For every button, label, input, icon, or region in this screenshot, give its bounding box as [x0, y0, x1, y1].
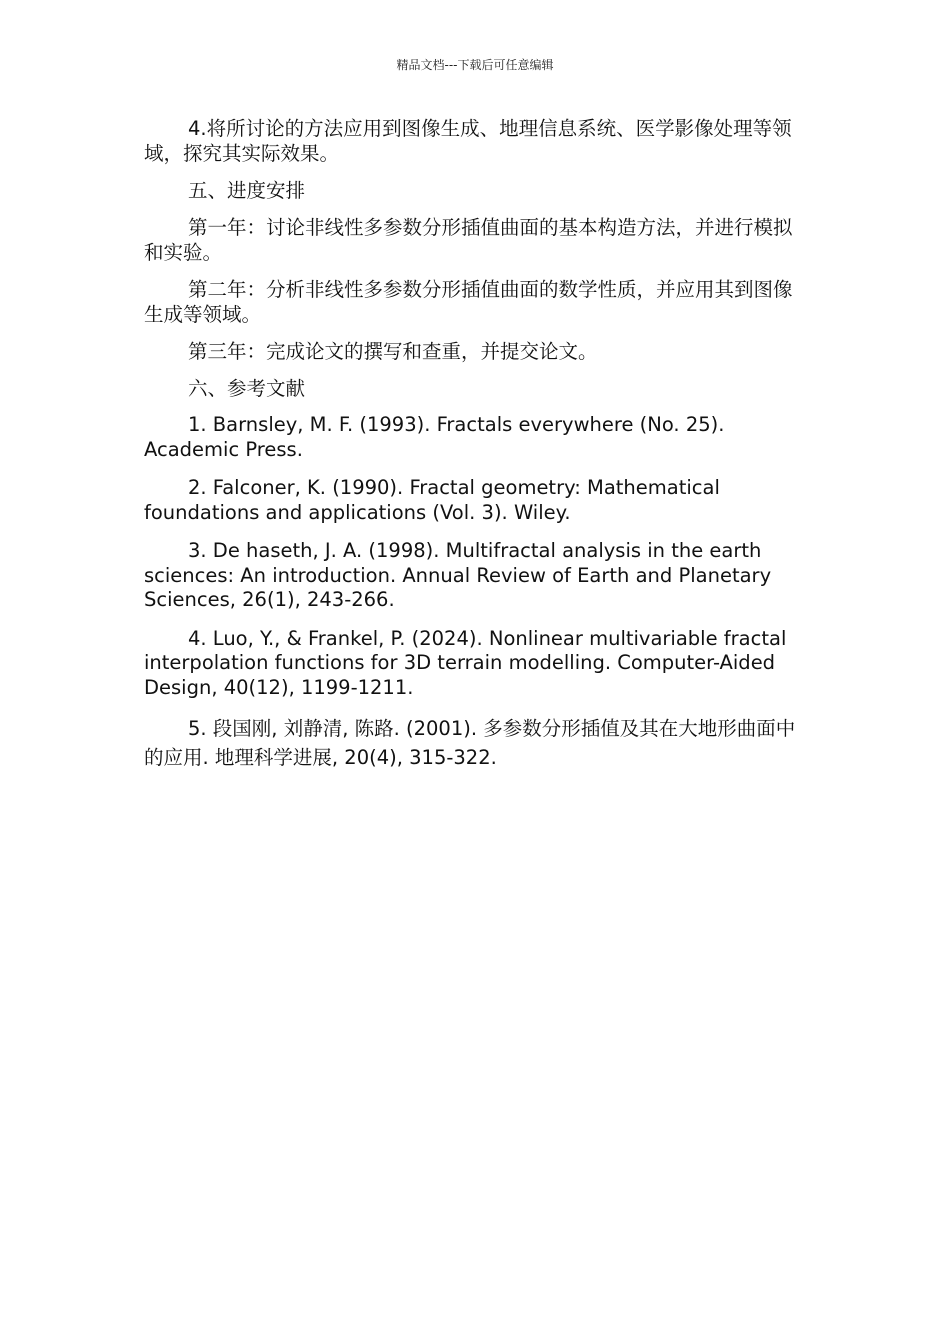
schedule-year-three: 第三年：完成论文的撰写和查重，并提交论文。	[188, 340, 598, 363]
schedule-heading: 五、进度安排	[188, 179, 306, 202]
methods-application-paragraph: 4.将所讨论的方法应用到图像生成、地理信息系统、医学影像处理等领域，探究其实际效果。	[144, 117, 792, 165]
page-header: 精品文档---下载后可任意编辑	[396, 58, 554, 72]
reference-item: 2. Falconer, K. (1990). Fractal geometry: Mathematical foundations and applications (Vol. 3). Wiley.	[144, 476, 720, 524]
reference-item: 4. Luo, Y., & Frankel, P. (2024). Nonlinear multivariable fractal interpolation functions for 3D terrain modelling. Computer-Aided Design, 40(12), 1199-1211.	[144, 626, 787, 699]
references-heading: 六、参考文献	[188, 377, 306, 400]
schedule-year-two: 第二年：分析非线性多参数分形插值曲面的数学性质，并应用其到图像生成等领域。	[144, 278, 793, 326]
schedule-year-one: 第一年：讨论非线性多参数分形插值曲面的基本构造方法，并进行模拟和实验。	[144, 216, 793, 264]
reference-item: 3. De haseth, J. A. (1998). Multifractal analysis in the earth sciences: An introduction. Annual Review of Earth and Planetary Sciences, 26(1), 243-266.	[144, 539, 772, 611]
document-body	[144, 116, 804, 786]
reference-item: 5. 段国刚, 刘静清, 陈路. (2001). 多参数分形插值及其在大地形曲面中的应用. 地理科学进展, 20(4), 315-322.	[144, 717, 796, 769]
reference-item: 1. Barnsley, M. F. (1993). Fractals everywhere (No. 25). Academic Press.	[144, 413, 725, 461]
